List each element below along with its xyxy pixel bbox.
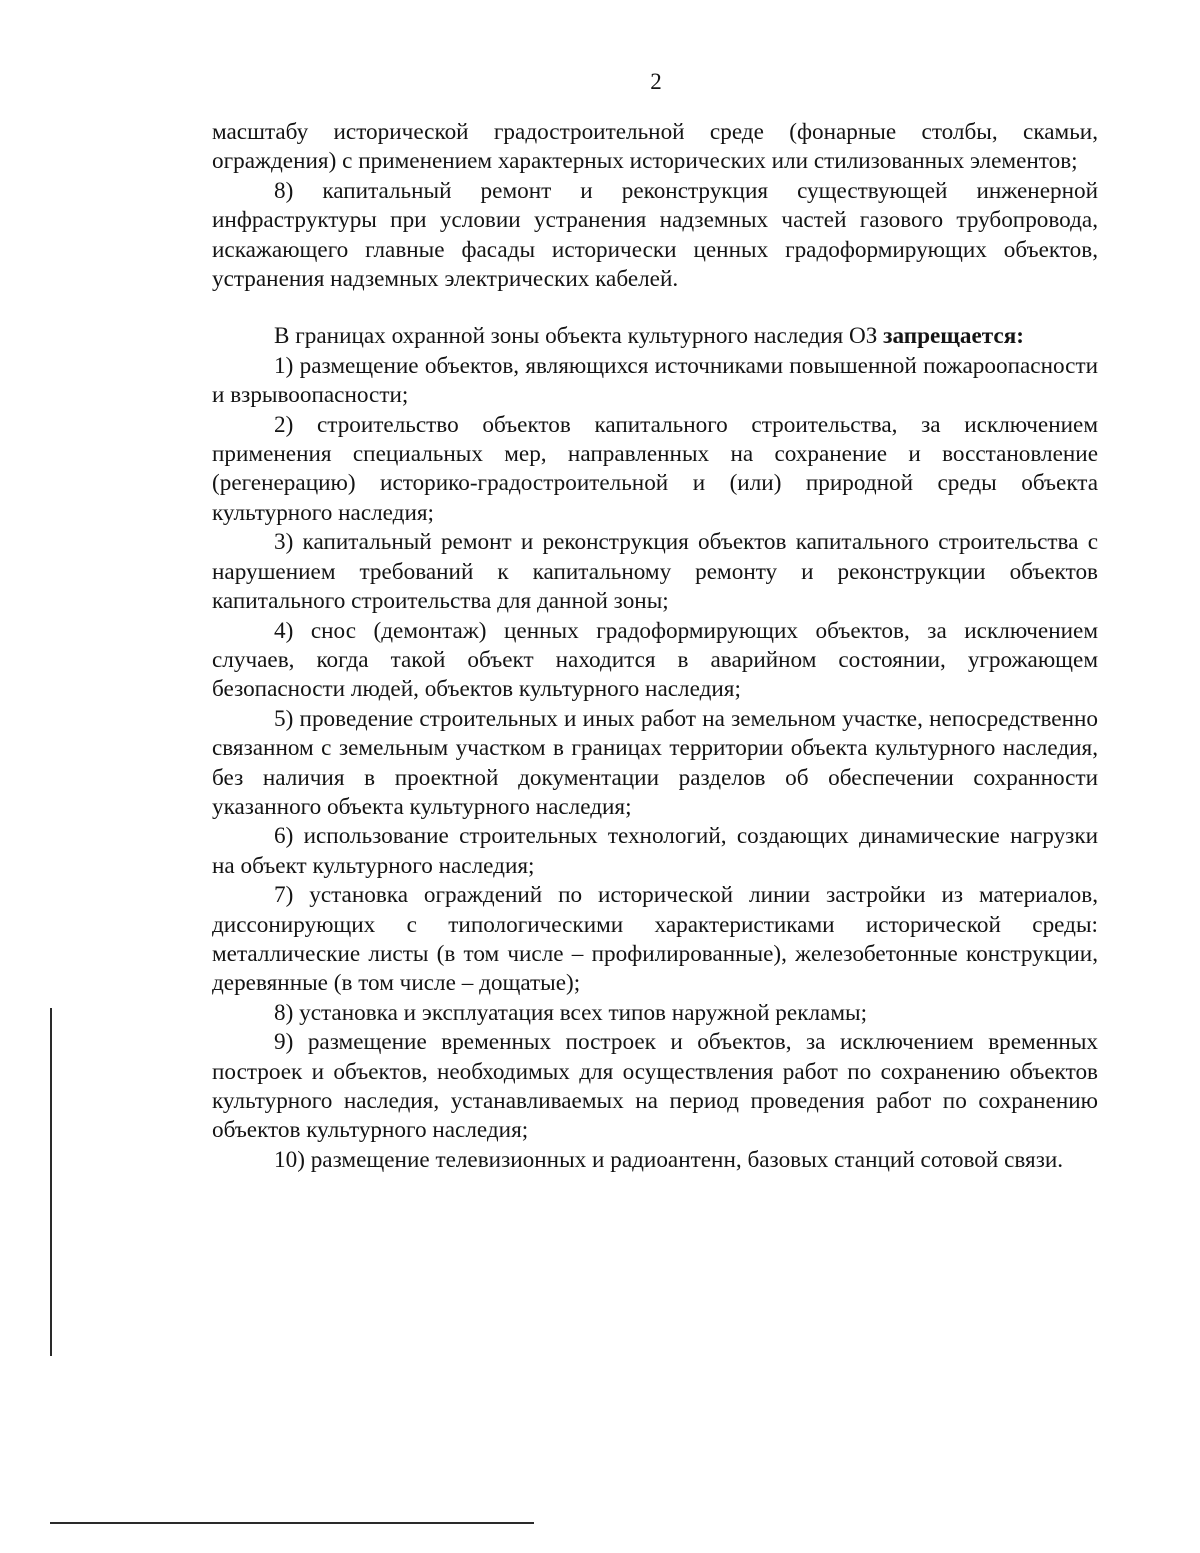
zone-intro-text: В границах охранной зоны объекта культурного наследия ОЗ — [274, 323, 884, 350]
prohibited-item: 7) установка ограждений по исторической линии застройки из материалов, диссонирующих с типологическими характеристиками исторической среды: металлические листы (в том числе – профилированные), железобетонные конструкции, деревянные (в том числе – дощатые); — [212, 882, 1098, 997]
prohibited-item: 9) размещение временных построек и объектов, за исключением временных построек и объектов, необходимых для осуществления работ по сохранению объектов культурного наследия, устанавливаемых на период проведения работ по сохранению объектов культурного наследия; — [212, 1029, 1098, 1144]
prohibited-item: 6) использование строительных технологий, создающих динамические нагрузки на объект культурного наследия; — [212, 823, 1098, 879]
scan-margin-line — [50, 1008, 52, 1356]
prohibited-item: 8) установка и эксплуатация всех типов наружной рекламы; — [274, 999, 868, 1026]
document-body — [212, 118, 1098, 1175]
prohibited-item: 5) проведение строительных и иных работ на земельном участке, непосредственно связанном с земельным участком в границах территории объекта культурного наследия, без наличия в проектной документации разделов об обеспечении сохранности указанного объекта культурного наследия; — [212, 705, 1098, 820]
prohibited-item: 3) капитальный ремонт и реконструкция объектов капитального строительства с нарушением требований к капитальному ремонту и реконструкции объектов капитального строительства для данной зоны; — [212, 529, 1098, 615]
prohibited-item: 4) снос (демонтаж) ценных градоформирующих объектов, за исключением случаев, когда такой объект находится в аварийном состоянии, угрожающем безопасности людей, объектов культурного наследия; — [212, 617, 1098, 703]
prohibited-item: 1) размещение объектов, являющихся источниками повышенной пожароопасности и взрывоопасности; — [212, 352, 1098, 409]
continuation-paragraph: масштабу исторической градостроительной среде (фонарные столбы, скамьи, ограждения) с применением характерных исторических или стилизованных элементов; — [212, 119, 1098, 175]
scan-bottom-line — [50, 1522, 534, 1524]
prohibited-item: 2) строительство объектов капитального строительства, за исключением применения специальных мер, направленных на сохранение и восстановление (регенерацию) историко-градостроительной и (или) природной среды объекта культурного наследия; — [212, 411, 1098, 526]
previous-list-item-8: 8) капитальный ремонт и реконструкция существующей инженерной инфраструктуры при условии устранения надземных частей газового трубопровода, искажающего главные фасады исторически ценных градоформирующих объектов, устранения надземных электрических кабелей. — [212, 177, 1098, 293]
page-number: 2 — [650, 69, 662, 94]
zone-intro-paragraph — [212, 322, 1098, 351]
prohibited-item: 10) размещение телевизионных и радиоантенн, базовых станций сотовой связи. — [274, 1146, 1064, 1173]
zone-intro-bold: запрещается: — [883, 323, 1024, 350]
